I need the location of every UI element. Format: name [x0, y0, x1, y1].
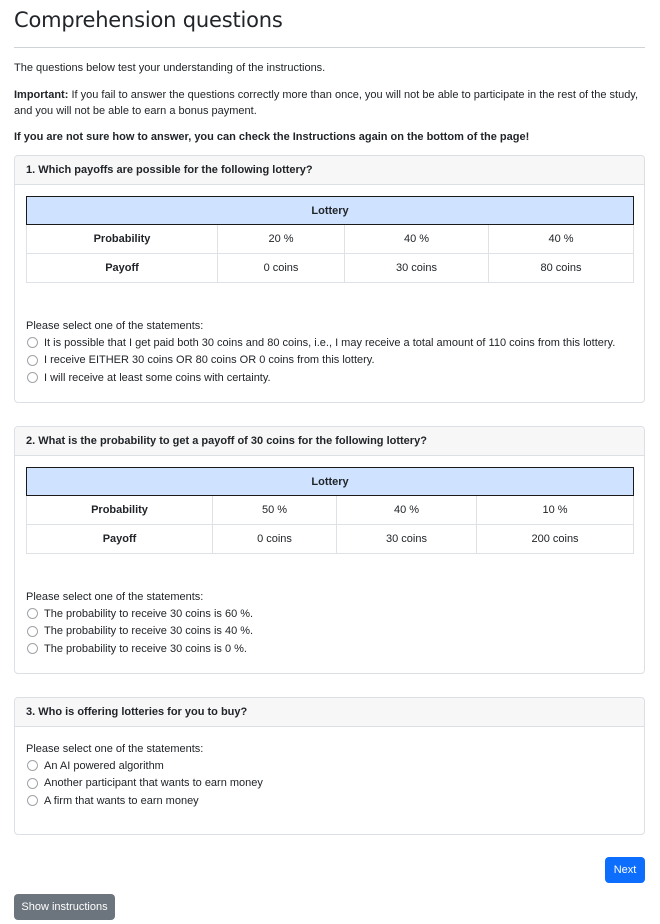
table-cell: 20 %: [218, 225, 345, 254]
table-cell: 40 %: [489, 225, 634, 254]
radio-button[interactable]: [27, 608, 38, 619]
question-card-3: [14, 697, 645, 835]
option-label: It is possible that I get paid both 30 coins and 80 coins, i.e., I may receive a total amount of 110 coins from this lottery.: [44, 336, 616, 349]
radio-button[interactable]: [27, 355, 38, 366]
option-label: I receive EITHER 30 coins OR 80 coins OR 0 coins from this lottery.: [44, 354, 375, 367]
payoff-label: Payoff: [27, 525, 213, 554]
question-header-3: 3. Who is offering lotteries for you to buy?: [15, 698, 644, 727]
intro-text: The questions below test your understanding of the instructions.: [14, 62, 326, 74]
option-2-3[interactable]: [26, 640, 633, 658]
radio-button[interactable]: [27, 778, 38, 789]
radio-button[interactable]: [27, 643, 38, 654]
divider: [14, 47, 645, 48]
table-cell: 0 coins: [218, 254, 345, 283]
table-cell: 40 %: [337, 496, 477, 525]
option-label: An AI powered algorithm: [44, 759, 164, 772]
question-prompt-1: Please select one of the statements:: [26, 320, 204, 332]
table-cell: 30 coins: [345, 254, 489, 283]
probability-label: Probability: [27, 225, 218, 254]
option-2-2[interactable]: [26, 623, 633, 641]
radio-button[interactable]: [27, 337, 38, 348]
question-prompt-2: Please select one of the statements:: [26, 591, 204, 603]
table-cell: 50 %: [213, 496, 337, 525]
option-1-2[interactable]: [26, 352, 633, 370]
table-cell: 0 coins: [213, 525, 337, 554]
table-cell: 80 coins: [489, 254, 634, 283]
table-cell: 10 %: [477, 496, 634, 525]
option-2-1[interactable]: [26, 605, 633, 623]
table-cell: 200 coins: [477, 525, 634, 554]
important-text: [14, 87, 645, 119]
option-3-3[interactable]: [26, 792, 633, 810]
instructions-notice: If you are not sure how to answer, you can check the Instructions again on the bottom of the page!: [14, 131, 530, 143]
show-instructions-button[interactable]: Show instructions: [14, 894, 115, 920]
option-label: A firm that wants to earn money: [44, 794, 199, 807]
table-cell: 30 coins: [337, 525, 477, 554]
important-body: If you fail to answer the questions correctly more than once, you will not be able to participate in the rest of the study, and you will not be able to earn a bonus payment.: [14, 89, 639, 117]
option-1-1[interactable]: [26, 334, 633, 352]
table-cell: 40 %: [345, 225, 489, 254]
option-label: The probability to receive 30 coins is 0 %.: [44, 642, 247, 655]
option-3-2[interactable]: [26, 775, 633, 793]
payoff-label: Payoff: [27, 254, 218, 283]
question-header-2: 2. What is the probability to get a payoff of 30 coins for the following lottery?: [15, 427, 644, 456]
lottery-title: Lottery: [27, 197, 634, 225]
question-card-1: [14, 155, 645, 403]
page-title: Comprehension questions: [14, 8, 283, 32]
option-label: The probability to receive 30 coins is 60 %.: [44, 607, 254, 620]
option-1-3[interactable]: [26, 369, 633, 387]
probability-label: Probability: [27, 496, 213, 525]
option-label: Another participant that wants to earn money: [44, 777, 263, 790]
radio-button[interactable]: [27, 760, 38, 771]
lottery-title: Lottery: [27, 468, 634, 496]
option-label: The probability to receive 30 coins is 40 %.: [44, 625, 254, 638]
option-3-1[interactable]: [26, 757, 633, 775]
radio-button[interactable]: [27, 626, 38, 637]
option-label: I will receive at least some coins with certainty.: [44, 371, 271, 384]
question-header-1: 1. Which payoffs are possible for the following lottery?: [15, 156, 644, 185]
lottery-table-1: [26, 196, 634, 283]
question-card-2: [14, 426, 645, 674]
question-prompt-3: Please select one of the statements:: [26, 743, 204, 755]
lottery-table-2: [26, 467, 634, 554]
next-button[interactable]: Next: [605, 857, 645, 883]
important-label: Important:: [14, 89, 69, 101]
radio-button[interactable]: [27, 795, 38, 806]
radio-button[interactable]: [27, 372, 38, 383]
